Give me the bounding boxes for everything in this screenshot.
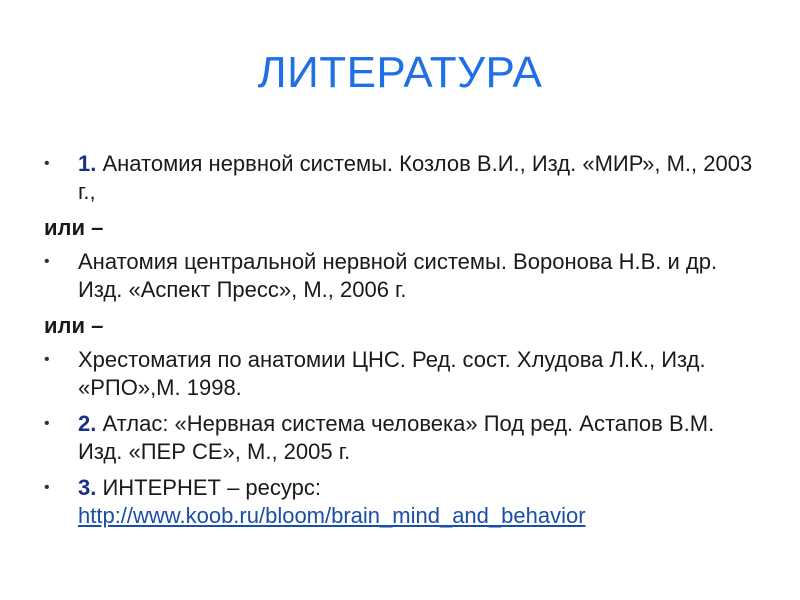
item-text: Анатомия нервной системы. Козлов В.И., Изд. «МИР», М., 2003 г., [78, 151, 753, 204]
literature-list [44, 150, 764, 538]
literature-item-1b [44, 248, 764, 304]
item-number: 3. [78, 475, 97, 500]
item-text: Атлас: «Нервная система человека» Под ред. Астапов В.М. Изд. «ПЕР СЕ», М., 2005 г. [78, 411, 715, 464]
literature-item-1 [44, 150, 764, 206]
item-number: 1. [78, 151, 97, 176]
bullet-icon: • [44, 479, 50, 496]
bullet-icon: • [44, 155, 50, 172]
literature-item-1c [44, 346, 764, 402]
internet-resource-link[interactable]: http://www.koob.ru/bloom/brain_mind_and_behavior [78, 503, 586, 528]
or-separator-2: или – [44, 313, 104, 338]
bullet-icon: • [44, 351, 50, 368]
literature-item-2 [44, 410, 764, 466]
bullet-icon: • [44, 415, 50, 432]
slide-title: ЛИТЕРАТУРА [257, 48, 543, 97]
item-text: ИНТЕРНЕТ – ресурс: [96, 475, 321, 500]
or-separator-1: или – [44, 215, 104, 240]
literature-item-3 [44, 474, 764, 530]
item-number: 2. [78, 411, 97, 436]
item-text: Анатомия центральной нервной системы. Воронова Н.В. и др. Изд. «Аспект Пресс», М., 2006 г. [78, 249, 718, 302]
bullet-icon: • [44, 253, 50, 270]
item-text: Хрестоматия по анатомии ЦНС. Ред. сост. Хлудова Л.К., Изд. «РПО»,М. 1998. [78, 347, 706, 400]
